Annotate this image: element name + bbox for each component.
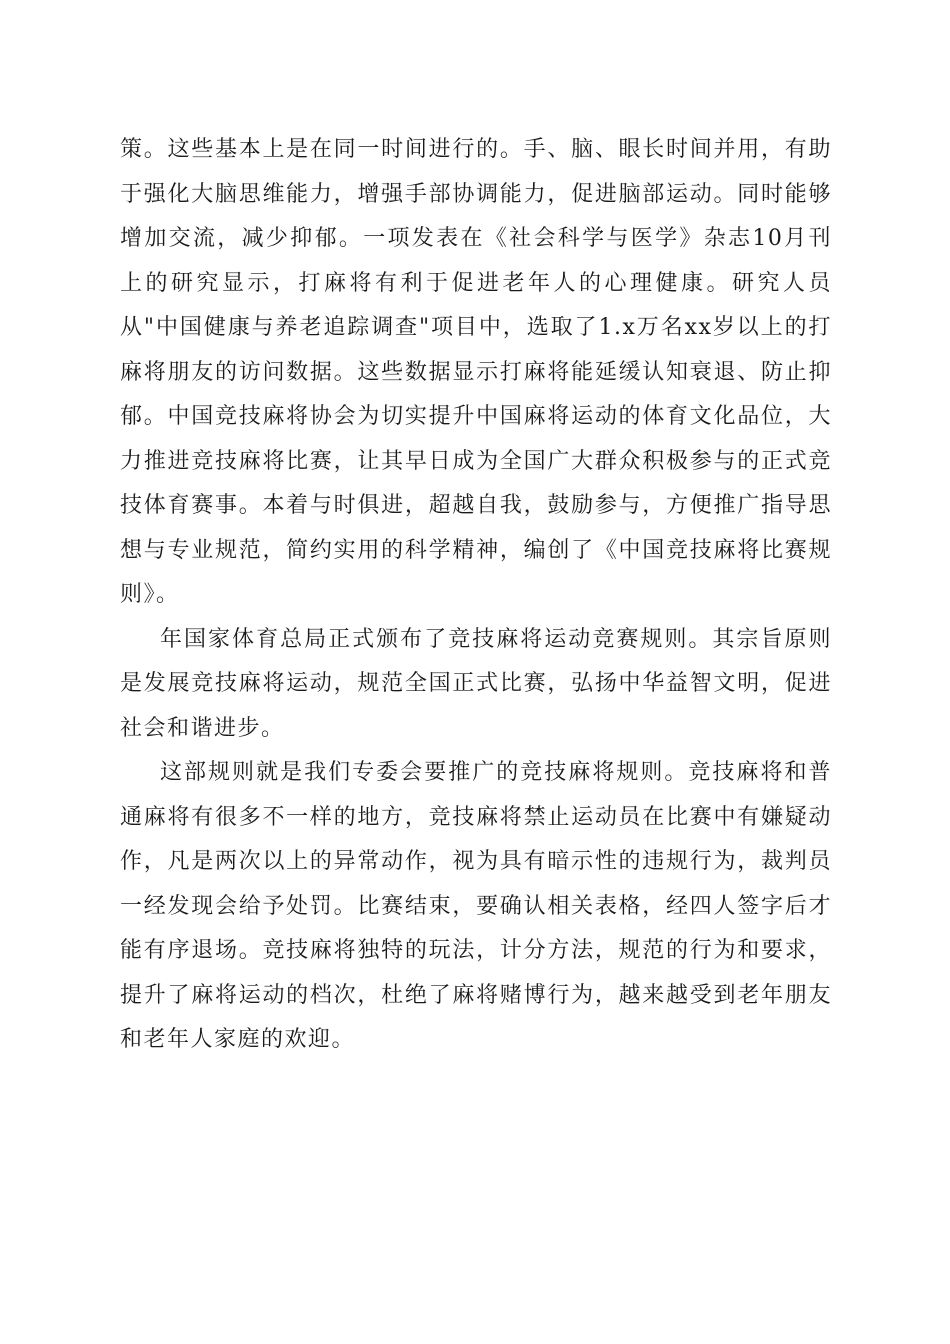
body-text <box>120 128 832 1063</box>
paragraph-rules: 这部规则就是我们专委会要推广的竞技麻将规则。竞技麻将和普通麻将有很多不一样的地方，竞技麻将禁止运动员在比赛中有嫌疑动作，凡是两次以上的异常动作，视为具有暗示性的违规行为，裁判员一经发现会给予处罚。比赛结束，要确认相关表格，经四人签字后才能有序退场。竞技麻将独特的玩法，计分方法，规范的行为和要求，提升了麻将运动的档次，杜绝了麻将赌博行为，越来越受到老年朋友和老年人家庭的欢迎。 <box>120 760 832 1052</box>
paragraph-continued: 策。这些基本上是在同一时间进行的。手、脑、眼长时间并用，有助于强化大脑思维能力，增强手部协调能力，促进脑部运动。同时能够增加交流，减少抑郁。一项发表在《社会科学与医学》杂志10月刊上的研究显示，打麻将有利于促进老年人的心理健康。研究人员从"中国健康与养老追踪调查"项目中，选取了1.x万名xx岁以上的打麻将朋友的访问数据。这些数据显示打麻将能延缓认知衰退、防止抑郁。中国竞技麻将协会为切实提升中国麻将运动的体育文化品位，大力推进竞技麻将比赛，让其早日成为全国广大群众积极参与的正式竞技体育赛事。本着与时俱进，超越自我，鼓励参与，方便推广指导思想与专业规范，简约实用的科学精神，编创了《中国竞技麻将比赛规则》。 <box>120 137 832 607</box>
paragraph-regulation: 年国家体育总局正式颁布了竞技麻将运动竞赛规则。其宗旨原则是发展竞技麻将运动，规范全国正式比赛，弘扬中华益智文明，促进社会和谐进步。 <box>120 626 832 741</box>
